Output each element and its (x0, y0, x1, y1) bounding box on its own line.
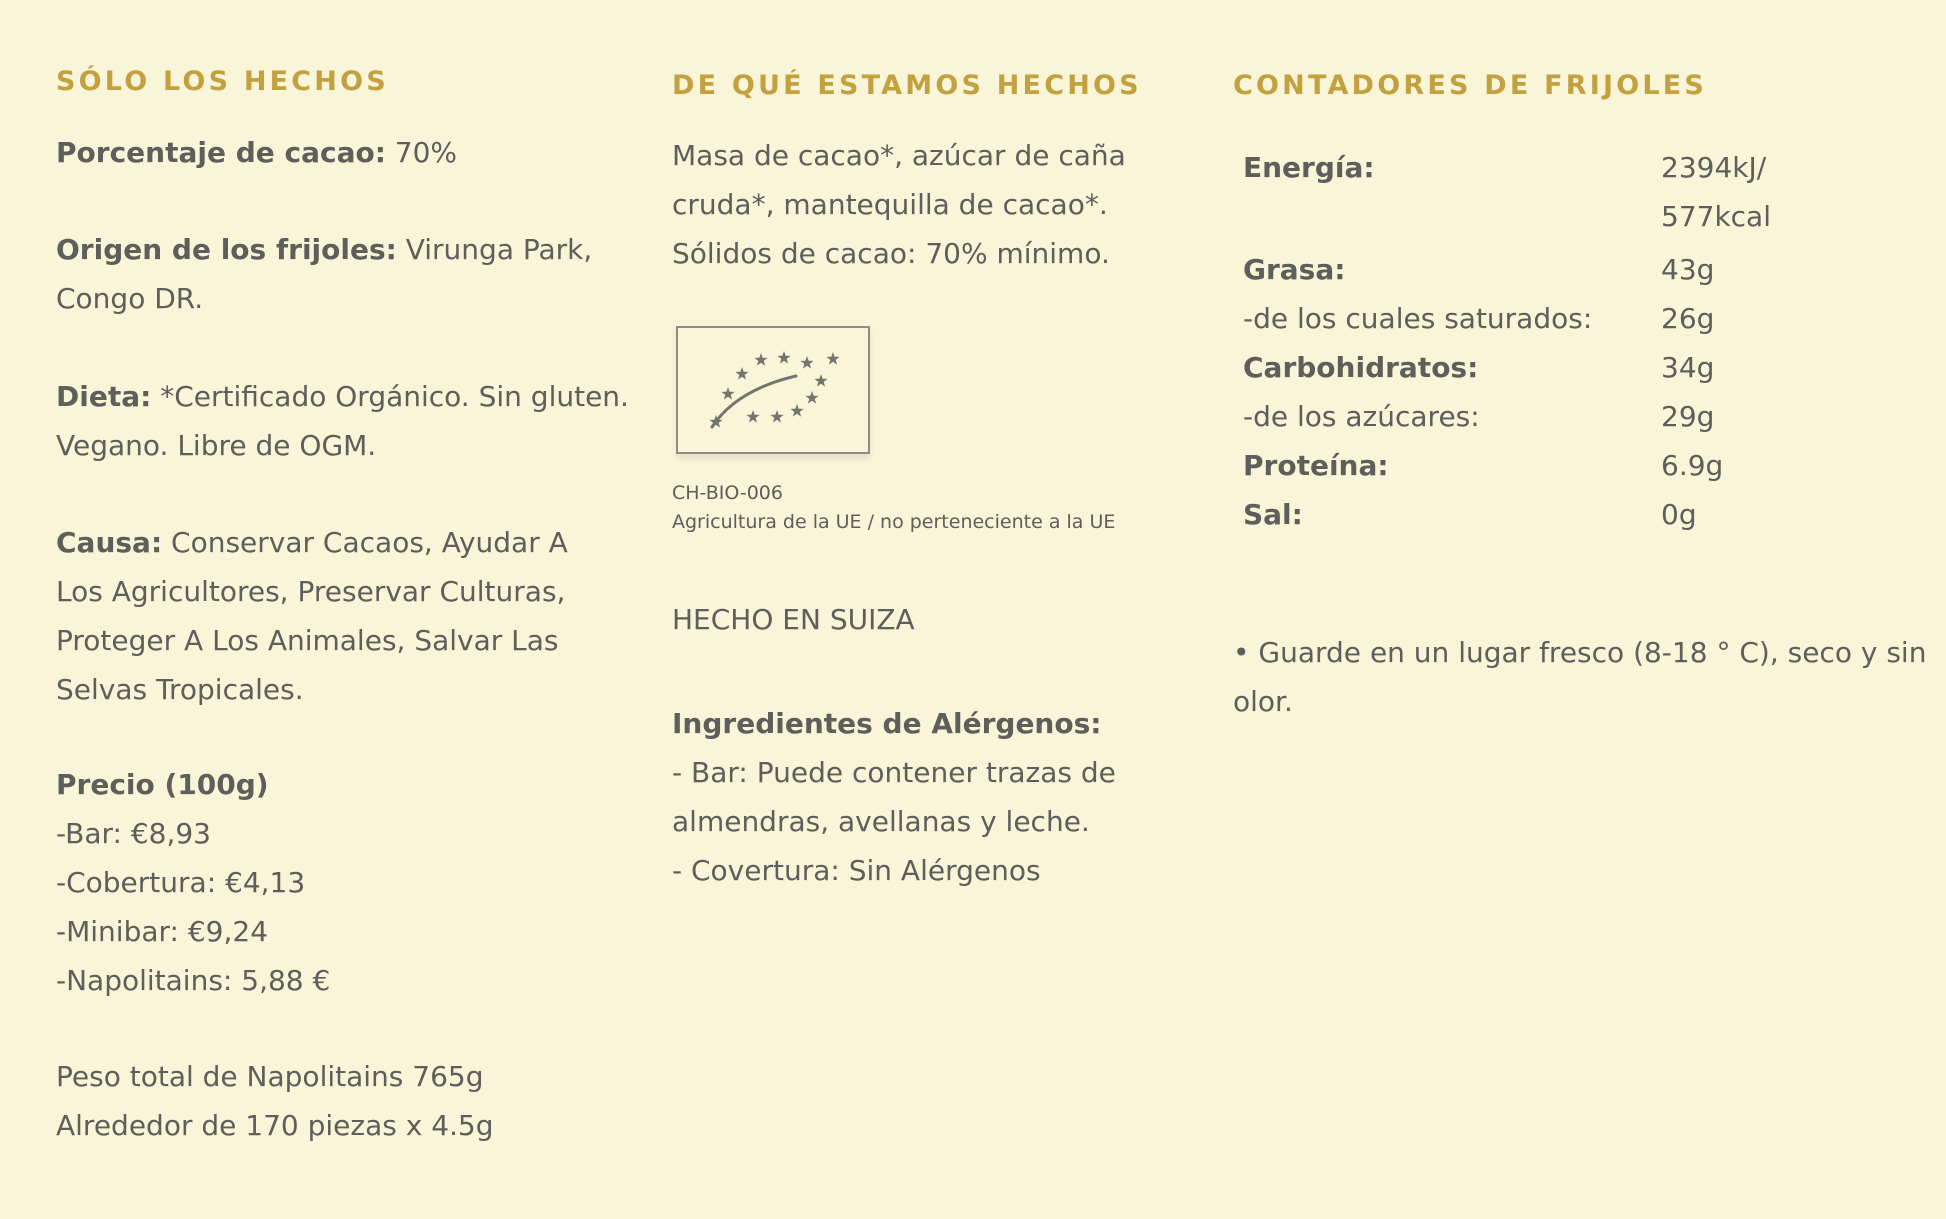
made-in-text: HECHO EN SUIZA (672, 603, 915, 636)
nutrient-label: -de los azúcares: (1243, 400, 1480, 433)
allergen-line: - Covertura: Sin Alérgenos (672, 854, 1041, 887)
price-item: -Minibar: €9,24 (56, 915, 269, 948)
certification-origin: Agricultura de la UE / no perteneciente a la UE (672, 511, 1116, 533)
certification-code: CH-BIO-006 (672, 482, 783, 504)
table-row (1233, 490, 1861, 539)
bean-origin (56, 225, 592, 323)
storage-line: • Guarde en un lugar fresco (8-18 ° C), seco y sin (1233, 636, 1927, 669)
diet (56, 372, 629, 470)
price-item: -Bar: €8,93 (56, 817, 211, 850)
energy-kcal: 577kcal (1661, 200, 1771, 233)
table-row (1233, 392, 1861, 441)
weight-total: Peso total de Napolitains 765g (56, 1060, 484, 1093)
ingredients-list (672, 131, 1126, 278)
nutrient-label: Grasa: (1243, 253, 1346, 286)
storage-instructions (1233, 628, 1926, 726)
origin-value: Virunga Park, (396, 233, 593, 266)
cause-label: Causa: (56, 526, 163, 559)
nutrient-label: -de los cuales saturados: (1243, 302, 1593, 335)
made-in (672, 595, 915, 644)
nutrient-value: 0g (1661, 498, 1697, 531)
nutrient-label: Energía: (1243, 151, 1375, 184)
ingredients-heading: DE QUÉ ESTAMOS HECHOS (672, 70, 1142, 101)
storage-line: olor. (1233, 685, 1293, 718)
eu-organic-leaf-icon (676, 326, 870, 454)
ingredients-line: Masa de cacao*, azúcar de caña (672, 139, 1126, 172)
table-row (1233, 441, 1861, 490)
weight-info (56, 1052, 494, 1150)
energy-kj: 2394kJ/ (1661, 151, 1767, 184)
nutrient-label: Proteína: (1243, 449, 1389, 482)
piece-count: Alrededor de 170 piezas x 4.5g (56, 1109, 494, 1142)
allergen-title: Ingredientes de Alérgenos: (672, 707, 1102, 740)
cacao-percentage (56, 128, 457, 177)
cause-value: Conservar Cacaos, Ayudar A (162, 526, 568, 559)
ingredients-line: cruda*, mantequilla de cacao*. (672, 188, 1108, 221)
nutrition-heading: CONTADORES DE FRIJOLES (1233, 70, 1708, 101)
facts-heading: SÓLO LOS HECHOS (56, 66, 389, 97)
cause (56, 518, 568, 714)
nutrient-value: 6.9g (1661, 449, 1724, 482)
nutrient-label: Sal: (1243, 498, 1303, 531)
table-row (1233, 294, 1861, 343)
cause-value-line-2: Los Agricultores, Preservar Culturas, (56, 575, 566, 608)
eu-organic-stars-icon (678, 328, 868, 452)
diet-value-cont: Vegano. Libre de OGM. (56, 429, 377, 462)
allergen-line: almendras, avellanas y leche. (672, 805, 1090, 838)
nutrient-value: 29g (1661, 400, 1715, 433)
table-row (1233, 143, 1861, 245)
nutrient-value: 43g (1661, 253, 1715, 286)
origin-label: Origen de los frijoles: (56, 233, 397, 266)
cause-value-line-4: Selvas Tropicales. (56, 673, 304, 706)
price-list (56, 760, 330, 1005)
allergen-line: - Bar: Puede contener trazas de (672, 756, 1116, 789)
cause-value-line-3: Proteger A Los Animales, Salvar Las (56, 624, 559, 657)
nutrient-label: Carbohidratos: (1243, 351, 1479, 384)
ingredients-line: Sólidos de cacao: 70% mínimo. (672, 237, 1110, 270)
nutrient-value (1661, 143, 1861, 245)
cacao-value: 70% (385, 136, 458, 169)
cacao-label: Porcentaje de cacao: (56, 136, 386, 169)
nutrient-value: 26g (1661, 302, 1715, 335)
origin-value-cont: Congo DR. (56, 282, 204, 315)
nutrient-value: 34g (1661, 351, 1715, 384)
price-title: Precio (100g) (56, 768, 269, 801)
table-row (1233, 245, 1861, 294)
diet-value: *Certificado Orgánico. Sin gluten. (151, 380, 629, 413)
price-item: -Napolitains: 5,88 € (56, 964, 331, 997)
price-item: -Cobertura: €4,13 (56, 866, 306, 899)
nutrition-table (1233, 143, 1861, 539)
table-row (1233, 343, 1861, 392)
allergens (672, 699, 1116, 895)
diet-label: Dieta: (56, 380, 152, 413)
